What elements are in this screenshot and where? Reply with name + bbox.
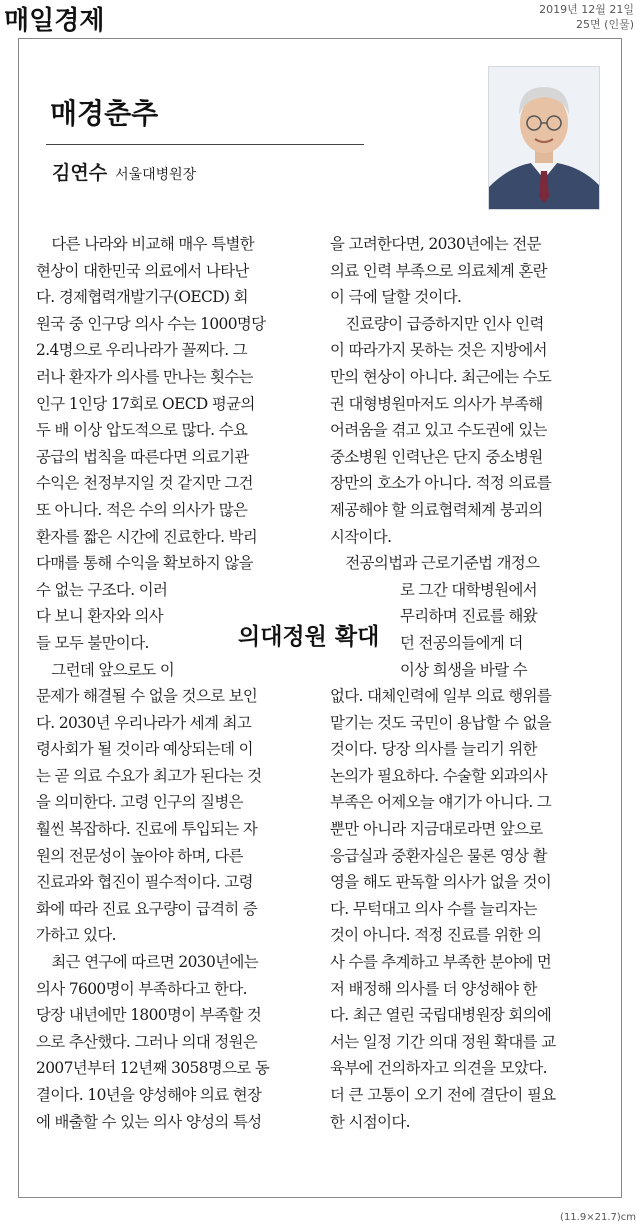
author-portrait-illustration	[489, 67, 599, 209]
body-line: 현상이 대한민국 의료에서 나타난	[36, 261, 249, 280]
body-line: 의료 인력 부족으로 의료체계 혼란	[330, 261, 547, 280]
page-line: 25면 (인물)	[576, 18, 634, 31]
newspaper-masthead: 매일경제	[4, 6, 105, 36]
body-line: 다. 무턱대고 의사 수를 늘리자는	[330, 899, 537, 918]
body-line: 으로 추산했다. 그러나 의대 정원은	[36, 1032, 258, 1051]
body-line: 2007년부터 12년째 3058명으로 동	[36, 1059, 270, 1078]
body-line: 만의 현상이 아니다. 최근에는 수도	[330, 367, 552, 386]
body-line: 들 모두 불만이다.	[36, 633, 149, 652]
body-line: 러나 환자가 의사를 만나는 횟수는	[36, 367, 253, 386]
body-line: 문제가 해결될 수 없을 것으로 보인	[36, 687, 258, 706]
body-line: 에 배출할 수 있는 의사 양성의 특성	[36, 1112, 262, 1131]
body-line: 이 극에 달할 것이다.	[330, 288, 462, 307]
body-line: 무리하며 진료를 해왔	[400, 607, 537, 626]
body-line: 가하고 있다.	[36, 926, 116, 945]
body-line: 전공의법과 근로기준법 개정으	[345, 554, 540, 573]
column-title: 매경춘추	[50, 97, 159, 130]
body-line: 서는 일정 기간 의대 정원 확대를 교	[330, 1032, 556, 1051]
body-line: 2.4명으로 우리나라가 꼴찌다. 그	[36, 341, 248, 360]
body-line: 최근 연구에 따르면 2030년에는	[51, 953, 258, 972]
body-line: 던 전공의들에게 더	[400, 633, 523, 652]
author-photo	[488, 66, 600, 210]
body-line: 다른 나라와 비교해 매우 특별한	[51, 235, 255, 253]
body-line: 그런데 앞으로도 이	[51, 660, 175, 679]
body-line: 는 곧 의료 수요가 최고가 된다는 것	[36, 766, 262, 785]
body-line: 중소병원 인력난은 단지 중소병원	[330, 447, 543, 466]
body-line: 이 따라가지 못하는 것은 지방에서	[330, 341, 547, 360]
body-line: 진료과와 협진이 필수적이다. 고령	[36, 873, 253, 892]
body-line: 결이다. 10년을 양성해야 의료 현장	[36, 1086, 262, 1104]
title-divider	[46, 144, 364, 145]
body-line: 다매를 통해 수익을 확보하지 않을	[36, 554, 253, 573]
body-line: 환자를 짧은 시간에 진료한다. 박리	[36, 527, 258, 546]
article-headline: 의대정원 확대	[238, 623, 380, 650]
article-body-left-column	[36, 231, 312, 1135]
body-line: 사 수를 추계하고 부족한 분야에 먼	[330, 953, 552, 972]
body-line: 을 고려한다면, 2030년에는 전문	[330, 235, 541, 253]
body-line: 훨씬 복잡하다. 진료에 투입되는 자	[36, 820, 258, 839]
body-line: 뿐만 아니라 지금대로라면 앞으로	[330, 820, 543, 839]
body-line: 것이 아니다. 적정 진료를 위한 의	[330, 926, 542, 945]
author-byline	[52, 158, 196, 185]
body-line: 의사 7600명이 부족하다고 한다.	[36, 979, 247, 998]
body-line: 당장 내년에만 1800명이 부족할 것	[36, 1006, 262, 1025]
date-line: 2019년 12월 21일	[539, 3, 634, 16]
body-line: 다. 경제협력개발기구(OECD) 회	[36, 288, 248, 307]
body-line: 응급실과 중환자실은 물론 영상 촬	[330, 846, 547, 865]
publication-date	[539, 2, 634, 32]
body-line: 두 배 이상 압도적으로 많다. 수요	[36, 421, 248, 440]
body-line: 원의 전문성이 높아야 하며, 다른	[36, 846, 243, 865]
body-line: 논의가 필요하다. 수술할 외과의사	[330, 766, 547, 785]
body-line: 저 배정해 의사를 더 양성해야 한	[330, 979, 537, 998]
body-line: 없다. 대체인력에 일부 의료 행위를	[330, 687, 552, 706]
body-line: 한 시점이다.	[330, 1112, 410, 1131]
body-line: 육부에 건의하자고 의견을 모았다.	[330, 1059, 547, 1078]
body-line: 더 큰 고통이 오기 전에 결단이 필요	[330, 1086, 556, 1104]
article-body-right-column	[330, 231, 612, 1135]
body-line: 공급의 법칙을 따른다면 의료기관	[36, 447, 249, 466]
body-line: 이상 희생을 바랄 수	[400, 660, 528, 679]
body-line: 령사회가 될 것이라 예상되는데 이	[36, 740, 253, 759]
body-line: 권 대형병원마저도 의사가 부족해	[330, 394, 543, 413]
body-line: 다. 최근 열린 국립대병원장 회의에	[330, 1006, 552, 1025]
body-line: 로 그간 대학병원에서	[400, 580, 537, 599]
body-line: 인구 1인당 17회로 OECD 평균의	[36, 394, 255, 413]
body-line: 맡기는 것도 국민이 용납할 수 없을	[330, 713, 552, 732]
body-line: 을 의미한다. 고령 인구의 질병은	[36, 793, 243, 812]
body-line: 수익은 천정부지일 것 같지만 그건	[36, 474, 253, 493]
body-line: 장만의 호소가 아니다. 적정 의료를	[330, 474, 552, 493]
body-line: 원국 중 인구당 의사 수는 1000명당	[36, 314, 266, 333]
body-line: 시작이다.	[330, 527, 392, 546]
body-line: 진료량이 급증하지만 인사 인력	[345, 314, 544, 333]
body-line: 어려움을 겪고 있고 수도권에 있는	[330, 421, 547, 440]
body-line: 것이다. 당장 의사를 늘리기 위한	[330, 740, 537, 759]
author-title: 서울대병원장	[115, 167, 197, 183]
body-line: 화에 따라 진료 요구량이 급격히 증	[36, 899, 258, 918]
article-size-note: (11.9×21.7)cm	[560, 1212, 636, 1223]
author-name: 김연수	[52, 162, 108, 184]
body-line: 제공해야 할 의료협력체계 붕괴의	[330, 500, 543, 519]
body-line: 영을 해도 판독할 의사가 없을 것이	[330, 873, 552, 892]
body-line: 수 없는 구조다. 이러	[36, 580, 168, 599]
body-line: 다. 2030년 우리나라가 세계 최고	[36, 713, 252, 732]
body-line: 또 아니다. 적은 수의 의사가 많은	[36, 500, 248, 519]
body-line: 부족은 어제오늘 얘기가 아니다. 그	[330, 793, 552, 812]
body-line: 다 보니 환자와 의사	[36, 607, 164, 626]
